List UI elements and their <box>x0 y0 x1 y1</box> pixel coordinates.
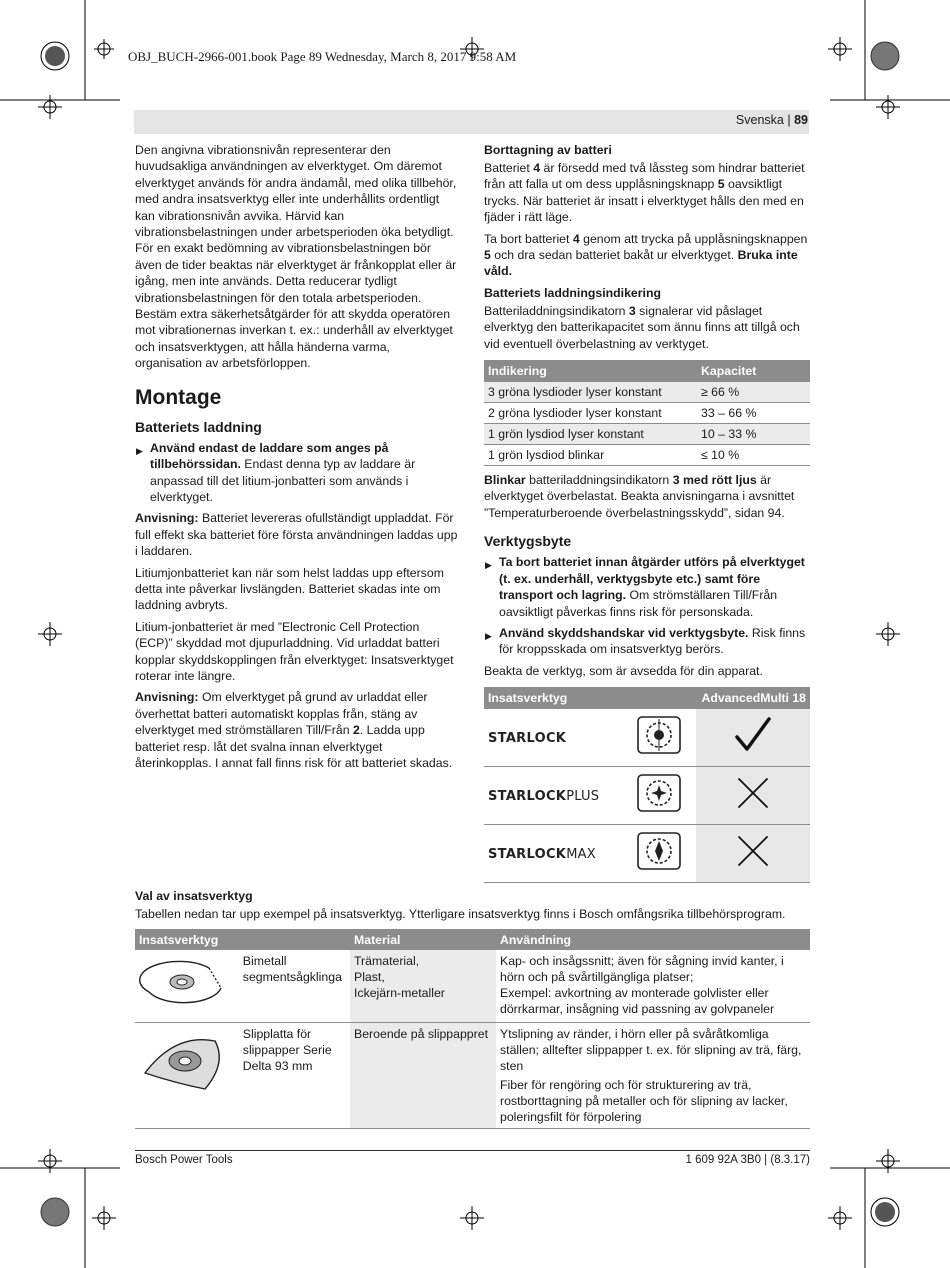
column-header: Användning <box>496 929 810 950</box>
bullet-text: Endast denna typ av laddare är anpassad till det litium-jonbatteri som används i elverktyget. <box>150 457 416 504</box>
subsection-title: Verktygsbyte <box>484 533 572 550</box>
paragraph: Litium-jonbatteriet är med ”Electronic Cell Protection (ECP)” skyddad mot djupurladdning. Vid urladdat batteri kopplar skyddskopplingen från elverktyget: Insatsverktyget roterar inte längre. <box>135 619 454 683</box>
table-cell: 10 – 33 % <box>697 424 810 445</box>
segment-saw-blade-icon <box>135 950 235 1018</box>
tool-image <box>135 950 239 1023</box>
compatibility-table <box>484 687 810 883</box>
table-row <box>135 1023 810 1129</box>
table-row <box>484 445 810 466</box>
footer-rule <box>135 1150 810 1151</box>
page-number: 89 <box>794 113 808 127</box>
starlock-logo <box>484 731 566 746</box>
checkmark-icon <box>731 715 775 755</box>
paragraph <box>484 160 810 226</box>
note-text: Batteriet levereras ofullständigt uppladdat. För full effekt ska batteriet före första användningen laddas upp i laddaren. <box>135 511 458 559</box>
table-cell: 1 grön lysdiod lyser konstant <box>484 424 697 445</box>
table-cell: 33 – 66 % <box>697 403 810 424</box>
tool-selection-title: Val av insatsverktyg <box>135 889 253 903</box>
ref-number: 4 <box>533 161 541 175</box>
compat-cell <box>696 825 810 883</box>
text-bold: 3 med rött ljus <box>672 473 757 488</box>
text: signalerar vid påslaget elverktyg den batterikapacitet som ännu finns att tillgå och vid eventuell överbelastning av verktyget. <box>484 303 800 351</box>
note-text: . Ladda upp batteriet resp. låt det svalna innan elverktyget återinkopplas. I annat fall finns risk för att batteriet skadas. <box>135 723 453 770</box>
text: och dra sedan batteriet bakåt ur elverktyget. <box>490 248 738 263</box>
cross-icon <box>733 831 773 871</box>
usage-line: Kap- och insågssnitt; även för sågning invid kanter, i hörn och på svårtillgängliga platser; <box>500 954 784 985</box>
running-header <box>736 113 808 127</box>
logo-suffix: PLUS <box>566 788 600 804</box>
column-header: Material <box>350 929 496 950</box>
paragraph: Litiumjonbatteriet kan när som helst laddas upp eftersom detta inte påverkar livslängden. Batteriet skadas inte om laddning avbryts. <box>135 565 444 613</box>
note-label: Anvisning: <box>135 690 199 705</box>
header-language: Svenska <box>735 113 784 127</box>
bullet-bold: Ta bort batteriet innan åtgärder utförs på elverktyget (t. ex. underhåll, verktygsbyte etc.) samt före transport och lagring. <box>499 555 805 603</box>
tool-material: Beroende på slippappret <box>350 1023 496 1129</box>
ref-number: 5 <box>484 248 491 263</box>
logo-text: STARLOCK <box>488 788 567 804</box>
compat-cell <box>696 709 810 767</box>
text: genom att trycka på upplåsningsknappen <box>579 231 808 246</box>
column-header: Insatsverktyg <box>135 929 350 950</box>
bullet-triangle-icon: ▶ <box>485 630 492 641</box>
ref-number: 4 <box>572 231 580 246</box>
bullet-item <box>484 625 810 658</box>
usage-line: Exempel: avkortning av monterade golvlister eller dörrkarmar, insågning vid passning av golvpaneler <box>500 986 775 1017</box>
tool-material: Trämaterial, Plast, Ickejärn-metaller <box>350 950 496 1023</box>
intro-paragraph: Bestäm extra säkerhetsåtgärder för att skydda operatören mot vibrationernas inverkan t. ex.: underhåll av elverktyget och insatsverktygen, att hålla händerna varma, organisation av arbetsförloppen. <box>135 307 453 371</box>
tool-selection-table <box>135 929 810 1129</box>
column-header: Indikering <box>484 360 697 382</box>
bullet-text: Om strömställaren Till/Från oavsiktligt påverkas finns risk för personskada. <box>499 588 778 619</box>
bullet-bold: Använd skyddshandskar vid verktygsbyte. <box>499 625 749 640</box>
tool-selection-section <box>135 888 810 1129</box>
note-label: Anvisning: <box>135 511 199 526</box>
logo-suffix: MAX <box>566 846 596 862</box>
table-cell: ≤ 10 % <box>697 445 810 466</box>
note-paragraph <box>135 689 459 771</box>
mount-symbol <box>622 825 696 883</box>
warning-bold: Bruka inte våld. <box>484 248 798 279</box>
right-column <box>484 142 810 883</box>
ref-number: 5 <box>717 177 725 192</box>
starlock-plus-logo <box>484 789 599 804</box>
paragraph <box>484 231 810 280</box>
table-row <box>484 424 810 445</box>
text: är elverktyget överbelastat. Beakta anvisningarna i avsnittet ”Temperaturberoende överbelastningsskydd”, sidan 94. <box>484 473 795 520</box>
table-cell: ≥ 66 % <box>697 382 810 403</box>
bullet-item <box>484 554 810 620</box>
text: Batteriet <box>484 161 534 175</box>
starlock-mount-icon <box>636 715 682 755</box>
table-row <box>484 382 810 403</box>
table-row <box>135 950 810 1023</box>
starlock-max-logo <box>484 847 596 862</box>
text-bold: Blinkar <box>484 473 526 488</box>
bullet-triangle-icon: ▶ <box>485 560 492 571</box>
ref-number: 3 <box>628 303 636 318</box>
mount-symbol <box>622 767 696 825</box>
table-row <box>484 767 810 825</box>
bullet-triangle-icon: ▶ <box>136 445 143 456</box>
usage-line: Ytslipning av ränder, i hörn eller på svåråtkomliga ställen; alltefter slippapper t. ex. för slipning av trä, färg, sten <box>500 1027 802 1074</box>
text: Ta bort batteriet <box>484 231 573 246</box>
sanding-plate-icon <box>135 1023 235 1103</box>
table-row <box>484 709 810 767</box>
bullet-bold: Använd endast de laddare som anges på tillbehörssidan. <box>150 440 389 472</box>
text: batteriladdningsindikatorn <box>525 473 673 488</box>
section-title: Montage <box>135 385 222 409</box>
tool-image <box>135 1023 239 1129</box>
header-bar <box>134 110 809 134</box>
intro-paragraph: För en exakt bedömning av vibrationsbelastningen bör även de tider beaktas när elverktyget är frånkopplat eller är igång, men inte används. Detta reducerar tydligt vibrationsbelastningen för den totala arbetsperioden. <box>135 241 457 305</box>
paragraph <box>484 472 810 521</box>
note-paragraph <box>135 510 459 559</box>
starlock-plus-mount-icon <box>636 773 682 813</box>
footer-right: 1 609 92A 3B0 | (8.3.17) <box>685 1154 810 1166</box>
table-cell: 2 gröna lysdioder lyser konstant <box>484 403 697 424</box>
bullet-item <box>135 440 459 506</box>
mount-symbol <box>622 709 696 767</box>
indicator-table <box>484 360 810 466</box>
removal-title: Borttagning av batteri <box>484 143 612 157</box>
tool-usage <box>496 1023 810 1129</box>
tool-name: Slipplatta för slippapper Serie Delta 93 mm <box>239 1023 350 1129</box>
indicator-title: Batteriets laddningsindikering <box>484 285 661 300</box>
text: är försedd med två låssteg som hindrar batteriet från att falla ut om dess upplåsningsknapp <box>484 161 805 192</box>
left-column <box>135 142 459 771</box>
table-row <box>484 403 810 424</box>
text: Batteriladdningsindikatorn <box>484 303 629 318</box>
intro-paragraph: Den angivna vibrationsnivån representerar den huvudsakliga användningen av elverktyget. Om däremot elverktyget används för andra ändamål, med olika tillbehör, med andra insatsverktyg eller inte underhållits ordentligt kan vibrationsnivån avvika. Härvid kan vibrationsbelastningen under arbetsperioden öka betydligt. <box>135 143 457 240</box>
logo-text: STARLOCK <box>488 730 567 746</box>
header-separator: | <box>787 113 791 127</box>
column-header: Kapacitet <box>697 360 810 382</box>
paragraph: Tabellen nedan tar upp exempel på insatsverktyg. Ytterligare insatsverktyg finns i Bosch omfångsrika tillbehörsprogram. <box>135 907 786 921</box>
paragraph <box>484 303 810 352</box>
cross-icon <box>733 773 773 813</box>
bullet-text: Risk finns för kroppsskada om insatsverktyg berörs. <box>499 625 806 657</box>
footer-left: Bosch Power Tools <box>135 1154 233 1166</box>
column-header: AdvancedMulti 18 <box>696 687 810 709</box>
usage-line: Fiber för rengöring och för strukturering av trä, rostborttagning på metaller och för slipning av lacker, poleringsfilt för förpolering <box>500 1078 788 1125</box>
table-row <box>484 825 810 883</box>
table-cell: 3 gröna lysdioder lyser konstant <box>484 382 697 403</box>
tool-name: Bimetall segmentsågklinga <box>239 950 350 1023</box>
print-slug: OBJ_BUCH-2966-001.book Page 89 Wednesday, March 8, 2017 9:58 AM <box>128 49 517 64</box>
paragraph: Beakta de verktyg, som är avsedda för din apparat. <box>484 663 763 678</box>
text: oavsiktligt trycks. När batteriet är insatt i elverktyget hålls den med en fjäder i rätt läge. <box>484 177 804 225</box>
table-cell: 1 grön lysdiod blinkar <box>484 445 697 466</box>
column-header: Insatsverktyg <box>484 687 696 709</box>
note-text: Om elverktyget på grund av urladdat eller överhettat batteri automatiskt kopplas från, stäng av elverktyget med strömställaren Till/Från <box>135 690 428 738</box>
compat-cell <box>696 767 810 825</box>
subsection-title: Batteriets laddning <box>135 418 262 435</box>
tool-usage <box>496 950 810 1023</box>
logo-text: STARLOCK <box>488 846 567 862</box>
ref-number: 2 <box>353 723 360 738</box>
starlock-max-mount-icon <box>636 831 682 871</box>
